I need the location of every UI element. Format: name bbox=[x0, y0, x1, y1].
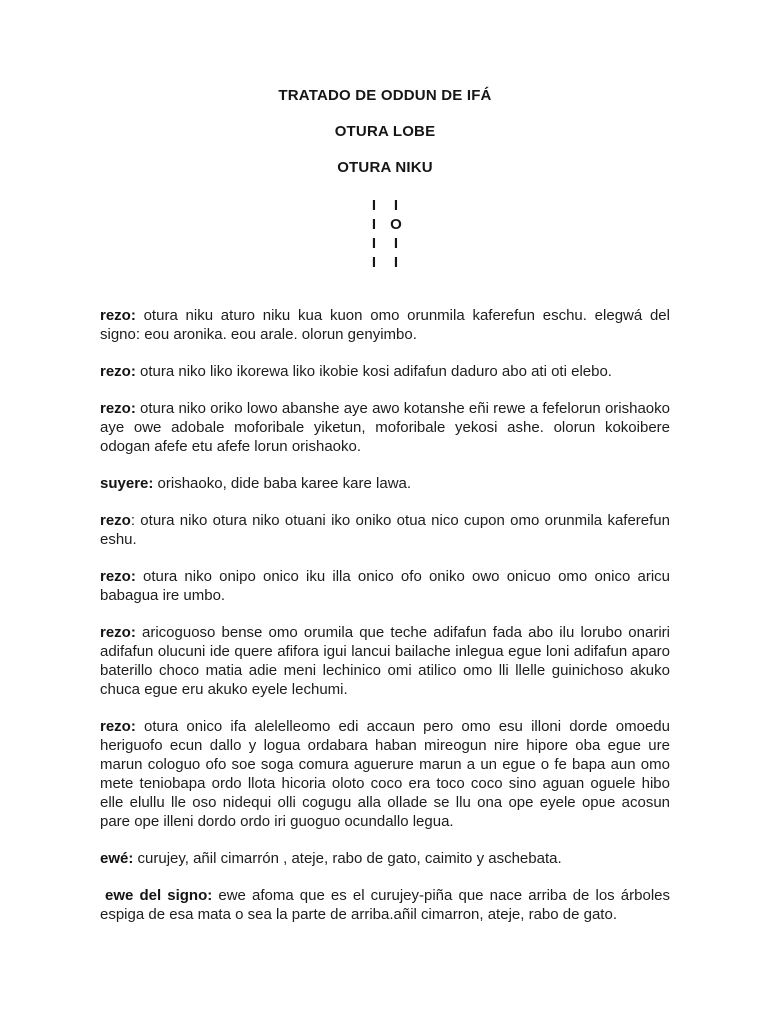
oddun-sign-glyph: I bbox=[393, 235, 399, 252]
paragraph-label: rezo: bbox=[100, 307, 144, 324]
paragraph-text: : otura niko otura niko otuani iko oniko otua nico cupon omo orunmila kaferefun eshu. bbox=[100, 512, 670, 548]
paragraph bbox=[100, 717, 670, 831]
document-subtitle-1: OTURA LOBE bbox=[334, 123, 436, 140]
paragraph bbox=[100, 511, 670, 549]
oddun-sign bbox=[100, 196, 670, 272]
paragraph-label: rezo: bbox=[100, 363, 141, 380]
document-body bbox=[100, 306, 670, 924]
paragraph bbox=[100, 886, 670, 924]
paragraph-text: orishaoko, dide baba karee kare lawa. bbox=[157, 475, 412, 492]
oddun-sign-glyph: I bbox=[371, 235, 377, 252]
paragraph bbox=[100, 362, 670, 381]
paragraph-text: otura onico ifa alelelleomo edi accaun pero omo esu illoni dorde omoedu heriguofo ecun dallo y logua ordabara haban mireogun nire hipore oba egue ure marun cologuo ofo soe soga comura aguerure marun a un egue o fe bapa aun omo mete teniobapa ordo llota hicoria oloto coco era toco coco sino aguan oguele hibo elle elullu lle oso nidequi olli cogugu alla ollade se llu ona ope eyele opue acosun pare ope illeni dordo ordo iri guoguo ocundallo legua. bbox=[100, 718, 670, 830]
paragraph-text: otura niku aturo niku kua kuon omo orunmila kaferefun eschu. elegwá del signo: eou aronika. eou arale. olorun genyimbo. bbox=[100, 307, 670, 343]
oddun-sign-glyph: I bbox=[371, 254, 377, 271]
paragraph-text: curujey, añil cimarrón , ateje, rabo de gato, caimito y aschebata. bbox=[137, 850, 562, 867]
paragraph bbox=[100, 623, 670, 699]
oddun-sign-glyph: I bbox=[371, 197, 377, 214]
paragraph-text: otura niko oriko lowo abanshe aye awo kotanshe eñi rewe a fefelorun orishaoko aye owe adobale moforibale yiketun, moforibale yekosi ashe. olorun kokoibere odogan afefe etu afefe lorun orishaoko. bbox=[100, 400, 670, 455]
paragraph-text: aricoguoso bense omo orumila que teche adifafun fada abo ilu lorubo onariri adifafun olucuni ide quere afifora igui lancui bailache inlegua egue loni adifafun aparo baterillo choco matia adie meni lechinico omi atilico omo lli llelle guinichoso akuko chuca egue eru akuko eyele lechumi. bbox=[100, 624, 670, 698]
oddun-sign-row bbox=[100, 234, 670, 253]
paragraph bbox=[100, 567, 670, 605]
document-title: TRATADO DE ODDUN DE IFÁ bbox=[278, 87, 492, 104]
paragraph-label: rezo: bbox=[100, 718, 145, 735]
oddun-sign-glyph: O bbox=[390, 216, 402, 233]
paragraph bbox=[100, 474, 670, 493]
paragraph-label: suyere: bbox=[100, 475, 158, 492]
paragraph-text: otura niko liko ikorewa liko ikobie kosi adifafun daduro abo ati oti elebo. bbox=[140, 363, 612, 380]
oddun-sign-glyph: I bbox=[393, 254, 399, 271]
paragraph-label: rezo: bbox=[100, 568, 144, 585]
paragraph-label: ewe del signo: bbox=[105, 887, 219, 904]
oddun-sign-glyph: I bbox=[371, 216, 377, 233]
oddun-sign-glyph: I bbox=[393, 197, 399, 214]
paragraph bbox=[100, 849, 670, 868]
paragraph-label: ewé: bbox=[100, 850, 138, 867]
paragraph-label: rezo: bbox=[100, 400, 141, 417]
oddun-sign-row bbox=[100, 215, 670, 234]
oddun-sign-row bbox=[100, 196, 670, 215]
paragraph-label: rezo bbox=[100, 512, 131, 529]
document-subtitle-2: OTURA NIKU bbox=[337, 159, 433, 176]
oddun-sign-row bbox=[100, 253, 670, 272]
paragraph bbox=[100, 399, 670, 456]
paragraph-text: otura niko onipo onico iku illa onico ofo oniko owo onicuo omo onico aricu babagua ire umbo. bbox=[100, 568, 670, 604]
paragraph-text: ewe afoma que es el curujey-piña que nace arriba de los árboles espiga de esa mata o sea la parte de arriba.añil cimarron, ateje, rabo de gato. bbox=[100, 887, 670, 923]
paragraph-label: rezo: bbox=[100, 624, 142, 641]
paragraph bbox=[100, 306, 670, 344]
